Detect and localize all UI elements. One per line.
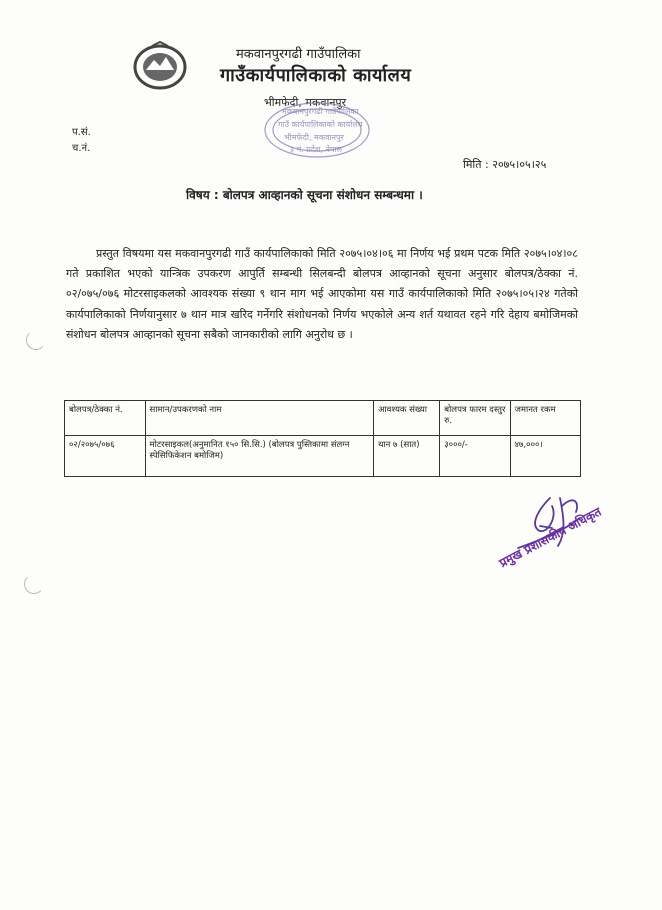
punch-hole-mark [24,574,44,594]
column-header: जमानत रकम [510,401,580,436]
punch-hole-mark [26,330,46,350]
column-header: आवश्यक संख्या [373,401,439,436]
table-cell: थान ७ (सात) [373,436,439,477]
stamp-line: मकवानपुरगढी गाउँपालिका [282,107,359,116]
letter-date: मिति : २०७५।०५।२५ [463,158,547,171]
stamp-line: गाउँ कार्यपालिकाको कार्यालय [278,120,363,129]
stamp-line: ३ नं. प्रदेश, नेपाल [290,145,343,154]
office-stamp [262,100,372,160]
signatory-title: प्रमुख प्रशासकीय अधिकृत [496,504,604,571]
table-header-row [65,401,581,436]
table-cell: ४७,०००। [510,436,580,477]
letter-subject: विषय : बोलपत्र आव्हानको सूचना संशोधन सम्बन्धमा । [186,188,423,202]
table-cell: ०२/२०७५/०७६ [65,436,146,477]
letter-number-label: प.सं. [72,127,91,138]
column-header: सामान/उपकरणको नाम [145,401,373,436]
letter-body: प्रस्तुत विषयमा यस मकवानपुरगढी गाउँ कार्यपालिकाको मिति २०७५।०४।०६ मा निर्णय भई प्रथम पटक मिति २०७५।०४।०८ गते प्रकाशित भएको यान्त्रिक उपकरण आपुर्ति सम्बन्धी सिलबन्दी बोलपत्र आव्हानको सूचना अनुसार बोलपत्र/ठेक्का नं. ०२/०७५/०७६ मोटरसाइकलको आवश्यक संख्या ९ थान माग भई आएकोमा यस गाउँ कार्यपालिकाको मिति २०७५।०५।२४ गतेको कार्यपालिकाको निर्णयानुसार ७ थान मात्र खरिद गर्नेगरि संशोधनको निर्णय भएकोले अन्य शर्त यथावत रहने गरि देहाय बमोजिमको संशोधन बोलपत्र आव्हानको सूचना सबैको जानकारीको लागि अनुरोध छ । [66,247,578,341]
table-cell: ३०००/- [440,436,510,477]
column-header: बोलपत्र फारम दस्तुर रु. [440,401,510,436]
stamp-line: भीमफेदी, मकवानपुर [284,133,344,142]
office-address: भीमफेदी, मकवानपुर [264,96,347,109]
dispatch-number-label: च.नं. [72,143,91,154]
office-name: गाउँकार्यपालिकाको कार्यालय [220,65,412,86]
table-cell: मोटरसाइकल(अनुमानित १५० सि.सि.) (बोलपत्र पुस्तिकामा संलग्न स्पेसिफिकेशन बमोजिम) [145,436,373,477]
municipality-name: मकवानपुरगढी गाउँपालिका [236,47,361,62]
column-header: बोलपत्र/ठेक्का नं. [65,401,146,436]
table-row [65,436,581,477]
tender-table [64,400,581,477]
nepal-emblem-logo [132,40,188,90]
